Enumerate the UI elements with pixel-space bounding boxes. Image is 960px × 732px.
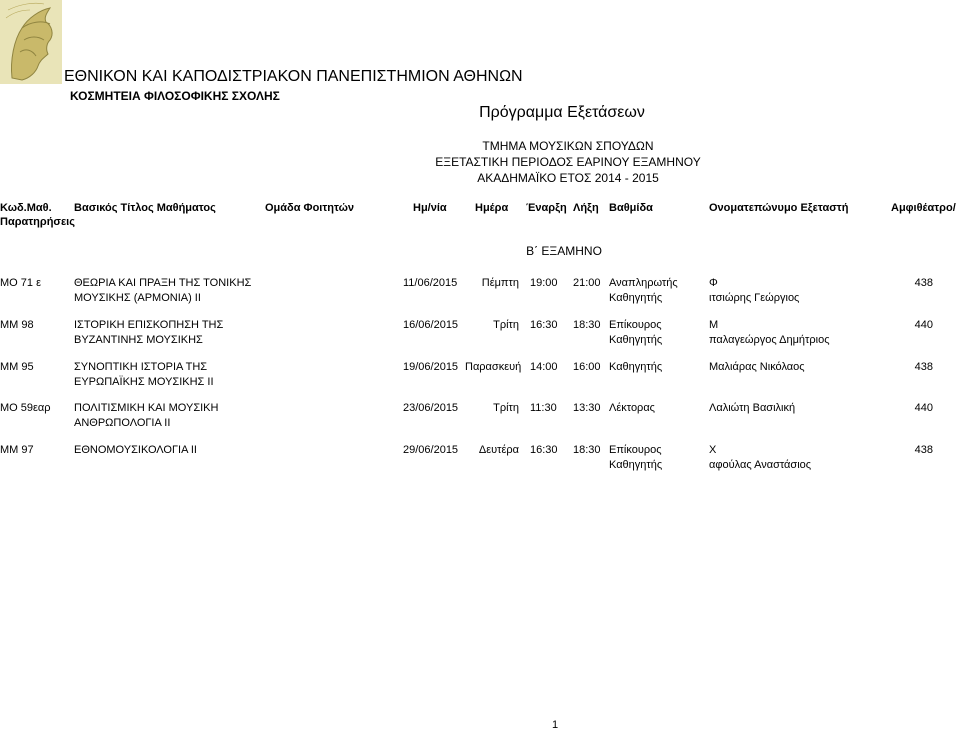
cell-title-line [74, 458, 197, 473]
cell-rank-line: Καθηγητής [609, 292, 663, 304]
cell-title [74, 443, 197, 473]
cell-examiner-line: Μ [709, 319, 719, 331]
cell-code [0, 318, 34, 333]
cell-examiner-line: αφούλας Αναστάσιος [709, 459, 812, 471]
cell-title [74, 318, 223, 348]
cell-room [897, 318, 933, 333]
cell-title [74, 401, 218, 431]
cell-code [0, 443, 34, 458]
cell-end-line: 21:00 [573, 277, 601, 289]
col-title-header: Βασικός Τίτλος Μαθήματος [74, 202, 216, 214]
col-code-header: Κωδ.Μαθ. [0, 202, 52, 214]
cell-end [573, 276, 601, 291]
col-date-header: Ημ/νία [413, 202, 447, 214]
cell-examiner [709, 443, 811, 473]
cell-examiner [709, 276, 799, 306]
cell-end [573, 360, 601, 375]
cell-examiner [709, 401, 795, 431]
cell-date-line: 23/06/2015 [403, 402, 459, 414]
cell-end [573, 443, 601, 458]
cell-day-line: Δευτέρα [478, 444, 519, 456]
cell-rank [609, 276, 678, 306]
cell-title-line: ΣΥΝΟΠΤΙΚΗ ΙΣΤΟΡΙΑ ΤΗΣ [74, 361, 208, 373]
cell-examiner-line: Φ [709, 277, 718, 289]
cell-room-line: 440 [914, 319, 933, 331]
cell-day [465, 276, 519, 291]
cell-start-line: 16:30 [530, 444, 558, 456]
cell-code-line: ΜΜ 95 [0, 361, 34, 373]
cell-examiner [709, 360, 805, 390]
cell-date-line: 29/06/2015 [403, 444, 459, 456]
cell-end-line: 16:00 [573, 361, 601, 373]
cell-date [403, 443, 458, 458]
cell-day-line: Τρίτη [493, 319, 519, 331]
cell-start [530, 443, 558, 458]
cell-rank-line: Καθηγητής [609, 334, 663, 346]
cell-room-line: 438 [914, 361, 933, 373]
cell-day-line: Παρασκευή [465, 361, 522, 373]
cell-code [0, 401, 51, 416]
cell-code [0, 276, 41, 291]
cell-rank-line: Επίκουρος [609, 319, 662, 331]
cell-room [897, 443, 933, 458]
cell-room [897, 276, 933, 291]
cell-rank-line [609, 416, 655, 431]
cell-end [573, 318, 601, 333]
cell-code-line: ΜΟ 71 ε [0, 277, 41, 289]
cell-rank-line: Αναπληρωτής [609, 277, 678, 289]
cell-title-line: ΜΟΥΣΙΚΗΣ (ΑΡΜΟΝΙΑ) ΙΙ [74, 292, 201, 304]
cell-examiner-line: Μαλιάρας Νικόλαος [709, 361, 805, 373]
col-group-header: Ομάδα Φοιτητών [265, 202, 354, 214]
cell-examiner-line [709, 416, 795, 431]
cell-title-line: ΑΝΘΡΩΠΟΛΟΓΙΑ ΙΙ [74, 417, 171, 429]
cell-examiner-line: Λαλιώτη Βασιλική [709, 402, 796, 414]
cell-day-line: Τρίτη [493, 402, 519, 414]
cell-title-line: ΠΟΛΙΤΙΣΜΙΚΗ ΚΑΙ ΜΟΥΣΙΚΗ [74, 402, 219, 414]
cell-date-line: 19/06/2015 [403, 361, 459, 373]
cell-title [74, 276, 251, 306]
cell-room [897, 401, 933, 416]
cell-examiner-line: ιτσιώρης Γεώργιος [709, 292, 800, 304]
cell-day [465, 443, 519, 458]
cell-rank-line [609, 375, 662, 390]
cell-date [403, 318, 458, 333]
cell-end-line: 18:30 [573, 319, 601, 331]
university-name: ΕΘΝΙΚΟΝ ΚΑΙ ΚΑΠΟΔΙΣΤΡΙΑΚΟΝ ΠΑΝΕΠΙΣΤΗΜΙΟΝ ΑΘΗΝΩΝ [64, 68, 523, 85]
cell-start-line: 16:30 [530, 319, 558, 331]
cell-day [465, 401, 519, 416]
cell-examiner-line: Χ [709, 444, 717, 456]
cell-start [530, 401, 557, 416]
exam-period: ΕΞΕΤΑΣΤΙΚΗ ΠΕΡΙΟΔΟΣ ΕΑΡΙΝΟΥ ΕΞΑΜΗΝΟΥ [435, 155, 701, 169]
cell-room [897, 360, 933, 375]
department-name: ΤΜΗΜΑ ΜΟΥΣΙΚΩΝ ΣΠΟΥΔΩΝ [482, 139, 654, 153]
cell-code-line: ΜΜ 97 [0, 444, 34, 456]
cell-examiner [709, 318, 830, 348]
cell-day [465, 318, 519, 333]
cell-title-line: ΒΥΖΑΝΤΙΝΗΣ ΜΟΥΣΙΚΗΣ [74, 334, 203, 346]
cell-title-line: ΙΣΤΟΡΙΚΗ ΕΠΙΣΚΟΠΗΣΗ ΤΗΣ [74, 319, 224, 331]
cell-start-line: 14:00 [530, 361, 558, 373]
cell-title [74, 360, 214, 390]
cell-room-line: 440 [914, 402, 933, 414]
university-logo [0, 0, 62, 84]
academic-year: ΑΚΑΔΗΜΑΪΚΟ ΕΤΟΣ 2014 - 2015 [477, 171, 659, 185]
page-number: 1 [551, 719, 559, 731]
cell-start [530, 276, 558, 291]
col-day-header: Ημέρα [475, 202, 509, 214]
cell-day [465, 360, 522, 375]
cell-room-line: 438 [914, 444, 933, 456]
cell-room-line: 438 [914, 277, 933, 289]
cell-rank [609, 401, 655, 431]
cell-title-line: ΘΕΩΡΙΑ ΚΑΙ ΠΡΑΞΗ ΤΗΣ ΤΟΝΙΚΗΣ [74, 277, 252, 289]
cell-code-line: ΜΟ 59εαρ [0, 402, 51, 414]
cell-code [0, 360, 34, 375]
cell-rank [609, 318, 662, 348]
cell-rank-line: Λέκτορας [609, 402, 655, 414]
cell-start-line: 11:30 [530, 402, 557, 414]
cell-date [403, 360, 458, 375]
cell-end [573, 401, 601, 416]
col-end-header: Λήξη [573, 202, 599, 214]
col-start-header: Έναρξη [526, 202, 567, 214]
cell-code-line: ΜΜ 98 [0, 319, 34, 331]
col-rank-header: Βαθμίδα [609, 202, 653, 214]
cell-rank [609, 443, 662, 473]
col-room-header: Αμφιθέατρο/ [891, 202, 956, 214]
cell-rank-line: Καθηγητής [609, 459, 663, 471]
cell-date-line: 11/06/2015 [403, 277, 458, 289]
cell-title-line: ΕΘΝΟΜΟΥΣΙΚΟΛΟΓΙΑ ΙΙ [74, 444, 197, 456]
semester-heading: Β΄ ΕΞΑΜΗΝΟ [526, 244, 602, 258]
cell-rank-line: Επίκουρος [609, 444, 662, 456]
cell-date [403, 401, 458, 416]
cell-examiner-line [709, 375, 805, 390]
cell-date [403, 276, 457, 291]
cell-examiner-line: παλαγεώργος Δημήτριος [709, 334, 830, 346]
page-title: Πρόγραμμα Εξετάσεων [479, 104, 645, 121]
col-examiner-header: Ονοματεπώνυμο Εξεταστή [709, 202, 849, 214]
cell-title-line: ΕΥΡΩΠΑΪΚΗΣ ΜΟΥΣΙΚΗΣ ΙΙ [74, 376, 214, 388]
cell-end-line: 13:30 [573, 402, 601, 414]
cell-rank [609, 360, 662, 390]
cell-start [530, 318, 558, 333]
cell-date-line: 16/06/2015 [403, 319, 459, 331]
cell-end-line: 18:30 [573, 444, 601, 456]
school-name: ΚΟΣΜΗΤΕΙΑ ΦΙΛΟΣΟΦΙΚΗΣ ΣΧΟΛΗΣ [70, 89, 280, 103]
col-notes-header: Παρατηρήσεις [0, 216, 75, 228]
cell-start [530, 360, 558, 375]
cell-rank-line: Καθηγητής [609, 361, 663, 373]
cell-day-line: Πέμπτη [481, 277, 519, 289]
cell-start-line: 19:00 [530, 277, 558, 289]
